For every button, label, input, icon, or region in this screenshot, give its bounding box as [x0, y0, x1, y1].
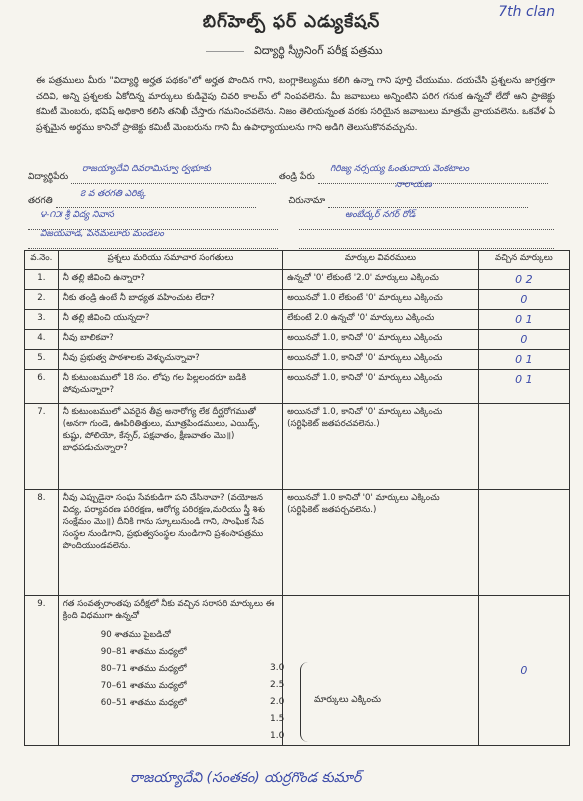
- document-subtitle: [0, 44, 583, 60]
- student-name-value: రాజయ్యాదేవి దివరామిస్వూ ర్వభూకు: [82, 164, 212, 174]
- table-row: 3. నీ తల్లి జీవించి యున్నదా? లేకుంటే 2.0 ఉన్నచో '0' మార్కులు ఎక్కించు 0 1: [25, 310, 570, 330]
- grade-marks-list: 3.0 2.5 2.0 1.5 1.0: [270, 663, 285, 741]
- table-row: 5. నీవు ప్రభుత్వ పాఠశాలకు వెళ్ళుచున్నావా? అయినచో 1.0, కానిచో '0' మార్కులు ఎక్కించు 0 1: [25, 350, 570, 370]
- father-name-value-cont: నారాయణ: [395, 180, 432, 190]
- marks-cell[interactable]: 0 1: [478, 310, 569, 330]
- father-name-label: తండ్రి పేరు: [278, 172, 315, 182]
- student-name-label: విద్యార్థిపేరు: [28, 172, 69, 182]
- address-line-1: ౪-౧౫ శ్రీ విద్య నివాస: [40, 210, 114, 220]
- marks-cell[interactable]: 0: [478, 596, 569, 746]
- grade-question-cell: గత సంవత్సరాంతపు పరీక్షలో నీకు వచ్చిన సరాసరి మార్కులు ఈ క్రింది విధముగా ఉన్నచో 90 శాతము పైబడిచో 90–81 శాతము మధ్యలో 80–71 శాతము మధ్యలో 70–61 శాతము మధ్యలో 60–51 శాతము మధ్యలో: [58, 596, 282, 746]
- handwritten-signature: రాజయ్యాదేవి (సంతకం) యర్రగొండ కుమార్: [130, 770, 362, 786]
- marks-cell[interactable]: 0: [478, 330, 569, 350]
- table-row: 8. నీవు ఎప్పుడైనా సంఘ సేవకుడిగా పని చేసినావా? (వయోజన విద్య, పర్యావరణ పరిరక్షణ, ఆరోగ్య పరిరక్షణ,మరియు స్త్రీ శిశు సంక్షేమం మొ॥) దీనికి గాను స్కూలునుండి గాని, సాంఘిక సేవ సంస్థల నుండిగాని, ప్రభుత్వసంస్థల నుండిగాని ప్రశంసాపత్రము పొందియుండవలెను. అయినచో 1.0 కానిచో '0' మార్కులు ఎక్కించు (సర్టిఫికెట్ జతపర్చవలెను.): [25, 490, 570, 596]
- marks-cell[interactable]: [478, 404, 569, 490]
- subtitle-text: విద్యార్థి స్క్రీనింగ్ పరీక్ష పత్రము: [253, 44, 383, 57]
- header-question: ప్రశ్నలు మరియు సమాచార సంగతులు: [58, 251, 282, 270]
- document-title: బిగ్‌హెల్ప్ ఫర్ ఎడ్యుకేషన్: [202, 12, 381, 32]
- address-line-2: అంబేద్కర్ నగర్ రోడ్: [345, 210, 416, 220]
- grade-marks-cell: [283, 596, 479, 746]
- brace-icon: [300, 662, 311, 742]
- table-row: 7. నీ కుటుంబములో ఎవరైన తీవ్ర అనారోగ్య లేక దీర్ఘరోగముతో (అనగా గుండె, ఊపిరితిత్తులు, మూత్రపిండములు, ఎయిడ్స్, కుష్టు, పోలియో, కేన్సర్, పక్షవాతం, క్షీణవాతం మొ॥) బాధపడుచున్నారా? అయినచో 1.0, కానిచో '0' మార్కులు ఎక్కించు (సర్టిఫికెట్ జతపరచవలెను.): [25, 404, 570, 490]
- table-row: 2. నీకు తండ్రి ఉంటే నీ బాధ్యత వహించుట లేదా? అయినచో 1.0 లేకుంటే '0' మార్కులు ఎక్కించు 0: [25, 290, 570, 310]
- address-label: చిరునామా: [288, 196, 326, 206]
- grade-range-list: 90 శాతము పైబడిచో 90–81 శాతము మధ్యలో 80–71 శాతము మధ్యలో 70–61 శాతము మధ్యలో 60–51 శాతము మధ్యలో: [100, 630, 187, 708]
- marks-cell[interactable]: 0 1: [478, 350, 569, 370]
- grade-marks-label: మార్కులు ఎక్కించు: [314, 695, 382, 705]
- header-serial: వ.నెం.: [25, 251, 59, 270]
- header-mark-details: మార్కుల వివరములు: [283, 251, 479, 270]
- header-marks-obtained: వచ్చిన మార్కులు: [478, 251, 569, 270]
- handwritten-class-note: 7th clan: [498, 4, 555, 20]
- instructions-paragraph: ఈ పత్రములు మీరు "విద్యార్థి అర్హత పథకం"లో అర్హత పొందిన గాని, బంగ్లాకెల్యుము కలిగి ఉన్నా గాని పూర్తి చేయుము. దయచేసి ప్రశ్నలను జాగ్రత్తగా చదివి, అన్ని ప్రశ్నలకు ఏకోదిన్న మార్కులు కుడివైపు చివరి కాలమ్ లో నింపవలెను. మీ జవాబులు అన్నింటిని పరిగ గనుక ఉన్నచో లేదో ఆని ప్రాజెక్టు కమిటీ మెంబరు, భవిష్ అధికారి కలిసి తనిఖీ చేస్తారు గమనించవలెను. నిజం తెలియన్నంత వరకు సరియైన జవాబులు మాత్రమే వ్రాయవలెను. ఒకవేళ ఏ ప్రశ్నమైన అర్థము కానిచో ప్రాజెక్టు కమిటీ మెంబరును గాని మీ ఉపాధ్యాయులను గాని అడిగి తెలుసుకొనవచ్చును.: [36, 76, 555, 133]
- table-row: 6. నీ కుటుంబములో 18 సం. లోపు గల పిల్లలందరూ బడికి పోవుచున్నారా? అయినచో 1.0, కానిచో '0' మార్కులు ఎక్కించు 0 1: [25, 370, 570, 404]
- table-header-row: [25, 251, 570, 270]
- subtitle-rule-left: [206, 51, 244, 52]
- screening-table: [24, 250, 570, 746]
- marks-cell[interactable]: 0: [478, 290, 569, 310]
- marks-cell[interactable]: 0 1: [478, 370, 569, 404]
- table-row: 4. నీవు బాలికవా? అయినచో 1.0, కానిచో '0' మార్కులు ఎక్కించు 0: [25, 330, 570, 350]
- marks-cell[interactable]: 0 2: [478, 270, 569, 290]
- class-value: ౭ వ తరగతి ఎరిక్క: [80, 189, 146, 199]
- class-label: తరగతి: [28, 196, 53, 206]
- marks-cell[interactable]: [478, 490, 569, 596]
- address-line-3: విజయవాడ, పెనమలూరు మండలం: [40, 229, 164, 239]
- table-row: 9. గత సంవత్సరాంతపు పరీక్షలో నీకు వచ్చిన సరాసరి మార్కులు ఈ క్రింది విధముగా ఉన్నచో 90 శాతము పైబడిచో 90–81 శాతము మధ్యలో 80–71 శాతము మధ్యలో 70–61 శాతము మధ్యలో 60–51 శాతము మధ్యలో 0: [25, 596, 570, 746]
- table-row: 1. నీ తల్లి జీవించి ఉన్నారా? ఉన్నచో '0' లేకుంటే '2.0' మార్కులు ఎక్కించు 0 2: [25, 270, 570, 290]
- father-name-value: గిరిజ్య నర్సయ్య ఓంతుదాయ వెంకటాలం: [330, 164, 470, 174]
